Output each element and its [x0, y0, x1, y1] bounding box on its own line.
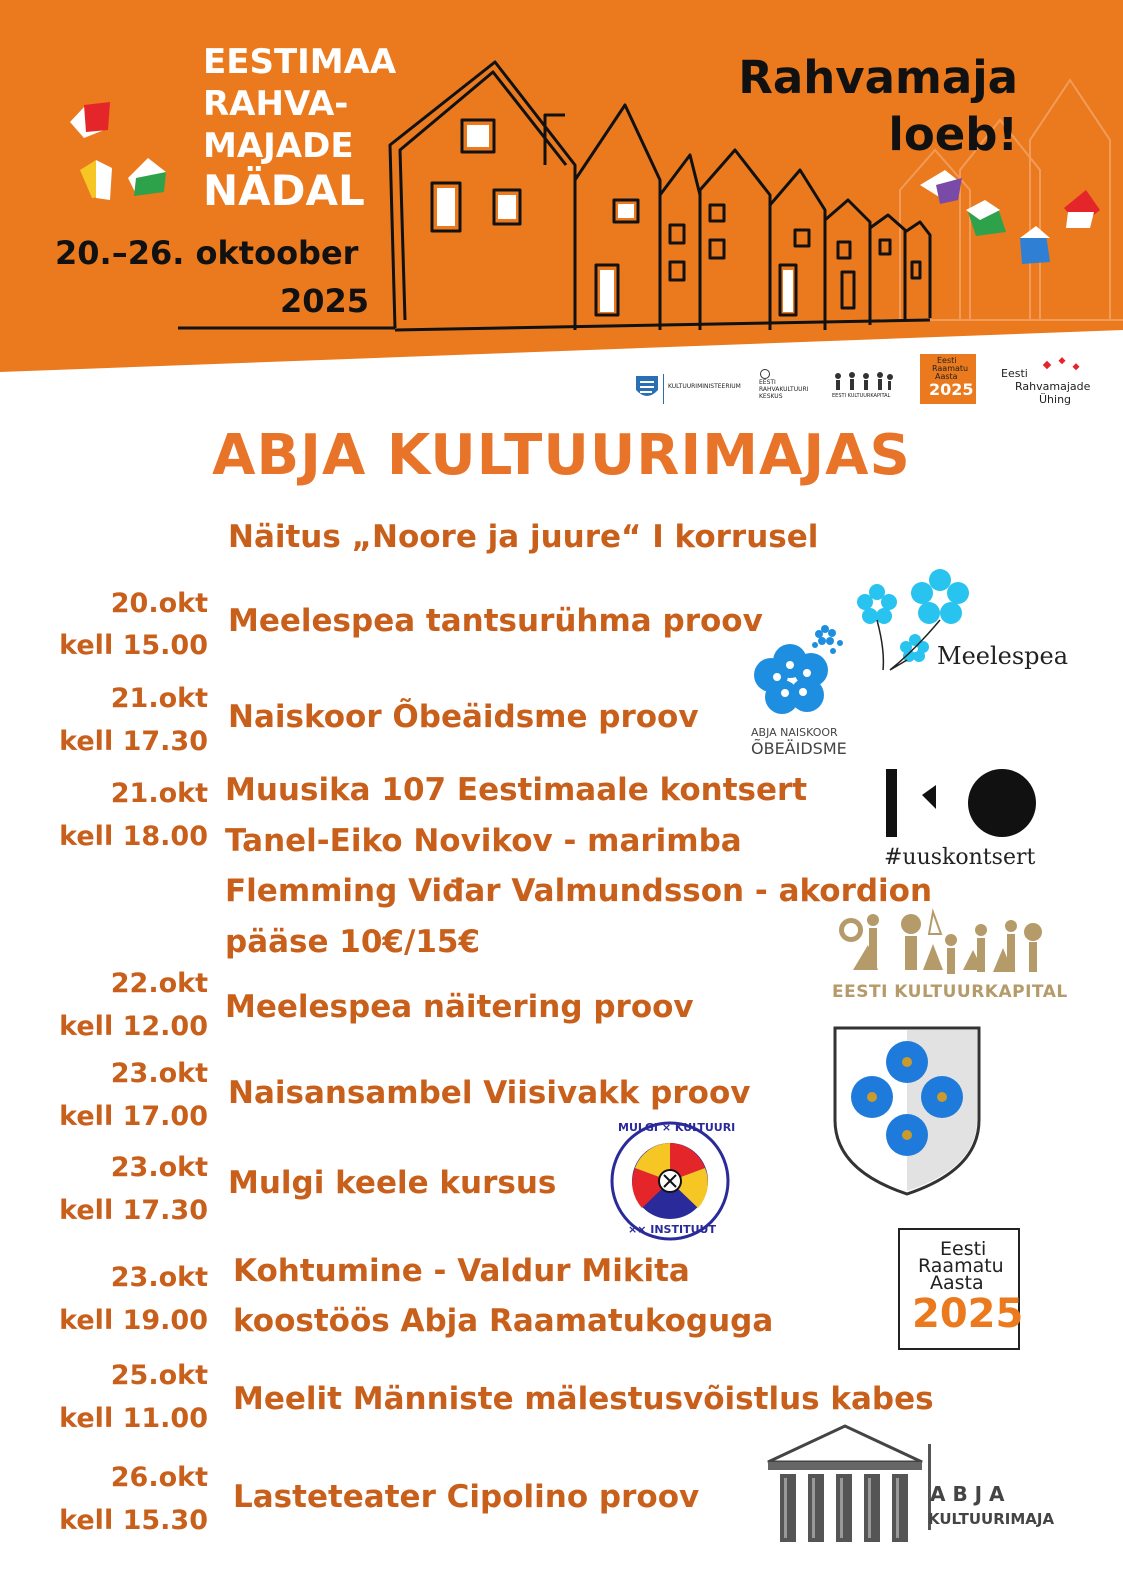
abja-coat-of-arms-icon [832, 1025, 982, 1197]
event-title: Kohtumine - Valdur Mikita [233, 1253, 690, 1289]
event-year: 2025 [280, 282, 370, 320]
slogan-line-2: loeb! [888, 108, 1018, 161]
event-time: kell 17.30 [59, 726, 208, 757]
title-line-3: MAJADE [203, 126, 354, 166]
event-price: pääse 10€/15€ [225, 924, 481, 960]
mulgi-logo-bottom: ×× INSTITUUT [628, 1223, 716, 1236]
event-time: kell 15.00 [59, 630, 208, 661]
sponsor-kulka: EESTI KULTUURKAPITAL [832, 393, 891, 399]
event-date: 22.okt [110, 968, 208, 999]
abja-logo-line-1: A B J A [930, 1482, 1005, 1506]
event-time: kell 17.00 [59, 1101, 208, 1132]
raamatu-year: 2025 [912, 1291, 1024, 1337]
temple-columns-icon [760, 1422, 930, 1550]
uuskontsert-logo [882, 765, 1042, 877]
sponsor-union-3: Ühing [1039, 393, 1072, 406]
venue-heading: ABJA KULTUURIMAJAS [212, 423, 911, 488]
abja-kultuurimaja-logo [760, 1422, 1070, 1552]
sponsor-union-2: Rahvamajade [1015, 380, 1091, 393]
event-date: 21.okt [110, 778, 208, 809]
event-date: 23.okt [110, 1058, 208, 1089]
sponsor-ra-year: 2025 [929, 380, 974, 399]
title-line-2: RAHVA- [203, 84, 349, 124]
raamatu-line-2: Raamatu [918, 1255, 1004, 1277]
naiskoor-logo [745, 615, 870, 760]
event-title: Meelespea näitering proov [225, 989, 694, 1025]
event-time: kell 19.00 [59, 1305, 208, 1336]
sponsor-rk-2: RAHVAKULTUURI [759, 386, 809, 393]
sponsor-logos [632, 356, 1102, 410]
abja-logo-line-2: KULTUURIMAJA [928, 1510, 1055, 1528]
raamatu-line-3: Aasta [930, 1272, 984, 1294]
sponsor-ra-1: Eesti [937, 356, 957, 365]
sponsor-ra-2: Raamatu [932, 364, 969, 373]
kultuurkapital-figures-icon [833, 900, 1048, 980]
slogan-line-1: Rahvamaja [738, 51, 1018, 104]
event-date: 23.okt [110, 1262, 208, 1293]
uuskontsert-text: #uuskontsert [884, 845, 1036, 870]
sponsor-ra-3: Aasta [935, 372, 958, 381]
event-date: 25.okt [110, 1360, 208, 1391]
sponsor-rk-1: EESTI [759, 379, 776, 386]
event-time: kell 18.00 [59, 821, 208, 852]
event-title: Mulgi keele kursus [228, 1165, 557, 1201]
event-date: 26.okt [110, 1462, 208, 1493]
event-title: Meelit Männiste mälestusvõistlus kabes [233, 1381, 934, 1417]
kulka-small-icon [832, 370, 894, 392]
coat-of-arms-icon [634, 374, 660, 402]
meelespea-logo [845, 560, 1080, 675]
event-title: Naiskoor Õbeäidsme proov [228, 699, 699, 735]
raamatu-aasta-logo [898, 1228, 1024, 1350]
raamatu-line-1: Eesti [940, 1238, 987, 1260]
event-subtitle: koostöös Abja Raamatukoguga [233, 1303, 774, 1339]
event-performer: Flemming Viđar Valmundsson - akordion [225, 873, 933, 909]
event-performer: Tanel-Eiko Novikov - marimba [225, 823, 742, 859]
mulgi-instituut-logo [608, 1120, 736, 1242]
sponsor-ministry: KULTUURIMINISTEERIUM [668, 383, 741, 390]
event-dates: 20.–26. oktoober [55, 234, 359, 272]
mulgi-logo-top: MULGI × KULTUURI [618, 1121, 736, 1134]
title-line-1: EESTIMAA [203, 42, 397, 82]
union-ornament-icon [1034, 356, 1094, 376]
kultuurkapital-text: EESTI KULTUURKAPITAL [832, 982, 1068, 1002]
blue-flower-icon [745, 615, 855, 720]
naiskoor-logo-line-2: ÕBEÄIDSME [751, 739, 847, 758]
event-time: kell 12.00 [59, 1011, 208, 1042]
kultuurkapital-logo [828, 900, 1068, 1004]
event-time: kell 11.00 [59, 1403, 208, 1434]
event-title: Muusika 107 Eestimaale kontsert [225, 772, 808, 808]
event-date: 23.okt [110, 1152, 208, 1183]
sponsor-rk-3: KESKUS [759, 393, 783, 400]
raamatu-aasta-small-logo [920, 354, 976, 404]
exhibition-text: Näitus „Noore ja juure“ I korrusel [228, 519, 819, 555]
event-date: 20.okt [110, 588, 208, 619]
naiskoor-logo-line-1: ABJA NAISKOOR [751, 726, 838, 739]
event-title: Naisansambel Viisivakk proov [228, 1075, 751, 1111]
event-time: kell 17.30 [59, 1195, 208, 1226]
play-circle-icon [884, 767, 1040, 842]
event-title: Meelespea tantsurühma proov [228, 603, 763, 639]
meelespea-logo-text: Meelespea [937, 642, 1069, 670]
sponsor-union-1: Eesti [1001, 367, 1028, 380]
event-date: 21.okt [110, 683, 208, 714]
event-time: kell 15.30 [59, 1505, 208, 1536]
title-line-4: NÄDAL [203, 166, 365, 215]
event-title: Lasteteater Cipolino proov [233, 1479, 700, 1515]
